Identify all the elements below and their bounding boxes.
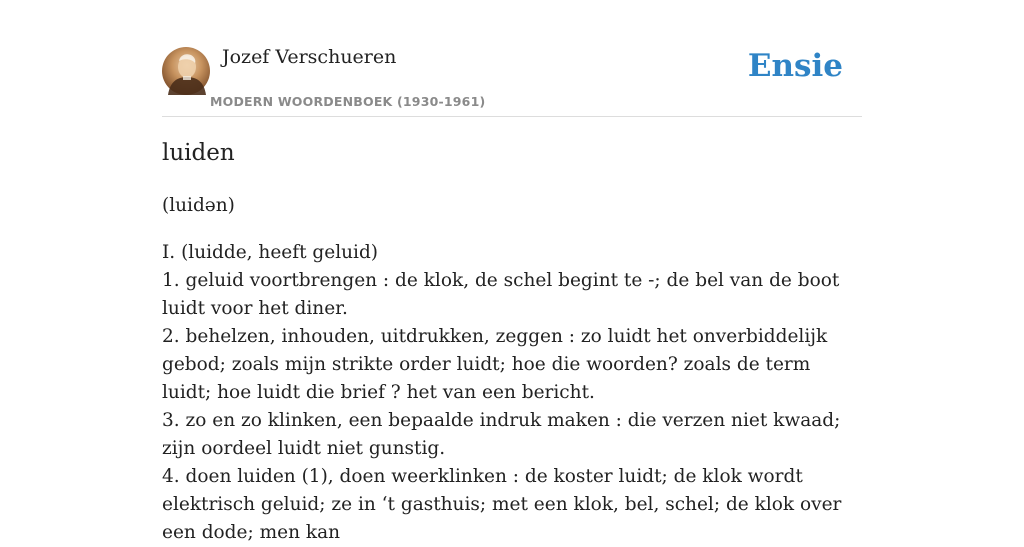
ensie-logo[interactable]: Ensie [747, 48, 843, 84]
definition-line: 1. geluid voortbrengen : de klok, de schel begint te -; de bel van de boot luidt voor het diner. [162, 270, 840, 319]
page [162, 0, 862, 543]
headword: luiden [162, 140, 235, 166]
definition-line: 4. doen luiden (1), doen weerklinken : de koster luidt; de klok wordt elektrisch geluid; ze in ‘t gasthuis; met een klok, bel, schel; de klok over een dode; men kan [162, 466, 842, 543]
definition-line: 3. zo en zo klinken, een bepaalde indruk maken : die verzen niet kwaad; zijn oordeel luidt niet gunstig. [162, 410, 841, 459]
definition-line: I. (luidde, heeft geluid) [162, 242, 379, 263]
header [162, 44, 862, 117]
author-link[interactable]: Jozef Verschueren [222, 46, 397, 68]
definition-line: 2. behelzen, inhouden, uitdrukken, zeggen : zo luidt het onverbiddelijk gebod; zoals mijn strikte order luidt; hoe die woorden? zoals de term luidt; hoe luidt die brief ? het van een bericht. [162, 326, 828, 403]
source-link[interactable]: MODERN WOORDENBOEK (1930-1961) [210, 94, 486, 109]
pronunciation: (luidən) [162, 195, 235, 216]
definition [162, 239, 862, 547]
author-avatar[interactable] [162, 47, 210, 95]
portrait-icon [162, 47, 210, 95]
